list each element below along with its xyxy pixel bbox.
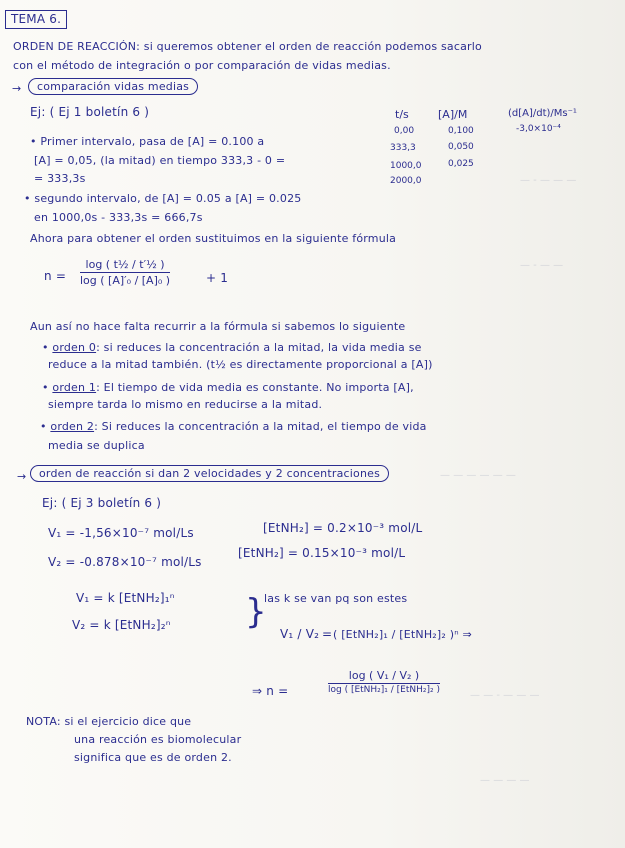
final-fraction bbox=[328, 669, 440, 695]
data-table bbox=[390, 108, 620, 188]
example-label: Ej: ( Ej 1 boletín 6 ) bbox=[30, 105, 150, 119]
rate-data-v2: V₂ = -0.878×10⁻⁷ mol/Ls bbox=[48, 555, 202, 569]
order-1-item: • orden 1: El tiempo de vida media es constante. No importa [A], bbox=[42, 381, 414, 394]
final-numerator: log ( V₁ / V₂ ) bbox=[348, 669, 420, 682]
ratio-rhs: ( [EtNH₂]₁ / [EtNH₂]₂ )ⁿ ⇒ bbox=[333, 628, 472, 641]
order-2-label: orden 2 bbox=[50, 420, 95, 433]
order-1-line: siempre tarda lo mismo en reducirse a la mitad. bbox=[48, 398, 323, 411]
table-cell: 333,3 bbox=[390, 143, 416, 153]
nota-line: significa que es de orden 2. bbox=[74, 751, 232, 764]
interval-1-line: = 333,3s bbox=[34, 172, 86, 185]
nota-line: NOTA: si el ejercicio dice que bbox=[26, 715, 192, 728]
example-label: Ej: ( Ej 3 boletín 6 ) bbox=[42, 496, 162, 510]
interval-2-line: en 1000,0s - 333,3s = 666,7s bbox=[34, 211, 203, 224]
order-0-label: orden 0 bbox=[52, 341, 97, 354]
table-cell: 0,050 bbox=[448, 142, 474, 152]
k-note: las k se van pq son estes bbox=[264, 592, 408, 605]
final-denominator: log ( [EtNH₂]₁ / [EtNH₂]₂ ) bbox=[328, 685, 440, 695]
formula-fraction bbox=[80, 258, 170, 287]
bleed-through-scribble: — — — ‑ — bbox=[520, 175, 577, 186]
nota-line: una reacción es biomolecular bbox=[74, 733, 242, 746]
conc-data-2: [EtNH₂] = 0.15×10⁻³ mol/L bbox=[238, 546, 406, 560]
bleed-through-scribble: — — — ‑ — — bbox=[470, 690, 540, 701]
arrow-icon: → bbox=[12, 82, 22, 95]
arrow-icon: → bbox=[17, 470, 27, 483]
order-0-item: • orden 0: si reduces la concentración a la mitad, la vida media se bbox=[42, 341, 422, 354]
table-header: (d[A]/dt)/Ms⁻¹ bbox=[508, 108, 577, 119]
bleed-through-scribble: — — — — — — bbox=[440, 470, 516, 481]
rate-equation-1: V₁ = k [EtNH₂]₁ⁿ bbox=[76, 591, 175, 605]
interval-2-line: • segundo intervalo, de [A] = 0.05 a [A] = 0.025 bbox=[24, 192, 302, 205]
table-cell: 1000,0 bbox=[390, 161, 422, 171]
no-need-line: Aun así no hace falta recurrir a la fórmula si sabemos lo siguiente bbox=[30, 320, 406, 333]
page-title: TEMA 6. bbox=[5, 10, 67, 29]
interval-1-line: • Primer intervalo, pasa de [A] = 0.100 a bbox=[30, 135, 265, 148]
table-cell: -3,0×10⁻⁴ bbox=[516, 124, 561, 134]
intro-line: con el método de integración o por comparación de vidas medias. bbox=[13, 59, 391, 72]
bleed-through-scribble: — — — — bbox=[480, 775, 530, 786]
bleed-through-scribble: — — ‑ — bbox=[520, 260, 564, 271]
table-header: t/s bbox=[395, 108, 409, 121]
brace-icon: } bbox=[245, 592, 267, 632]
table-cell: 0,00 bbox=[394, 126, 415, 136]
interval-1-line: [A] = 0,05, (la mitad) en tiempo 333,3 - 0 = bbox=[34, 154, 286, 167]
order-2-line: media se duplica bbox=[48, 439, 145, 452]
formula-plus-one: + 1 bbox=[206, 271, 229, 285]
table-cell: 0,100 bbox=[448, 126, 474, 136]
section-heading-comparacion: comparación vidas medias bbox=[28, 78, 198, 95]
order-1-label: orden 1 bbox=[52, 381, 97, 394]
formula-numerator: log ( t½ / t′½ ) bbox=[85, 258, 165, 271]
section-heading-velocidades: orden de reacción si dan 2 velocidades y 2 concentraciones bbox=[30, 465, 389, 482]
conc-data-1: [EtNH₂] = 0.2×10⁻³ mol/L bbox=[263, 521, 423, 535]
fraction-bar bbox=[328, 683, 440, 684]
formula-intro: Ahora para obtener el orden sustituimos en la siguiente fórmula bbox=[30, 232, 397, 245]
formula-denominator: log ( [A]′₀ / [A]₀ ) bbox=[80, 274, 171, 287]
rate-data-v1: V₁ = -1,56×10⁻⁷ mol/Ls bbox=[48, 526, 194, 540]
ratio-lhs: V₁ / V₂ bbox=[280, 627, 320, 641]
ratio-equals: = bbox=[322, 627, 333, 641]
rate-equation-2: V₂ = k [EtNH₂]₂ⁿ bbox=[72, 618, 171, 632]
order-2-item: • orden 2: Si reduces la concentración a la mitad, el tiempo de vida bbox=[40, 420, 427, 433]
table-cell: 2000,0 bbox=[390, 176, 422, 186]
final-arrow-n: ⇒ n = bbox=[252, 684, 289, 698]
table-header: [A]/M bbox=[438, 108, 468, 121]
intro-line: ORDEN DE REACCIÓN: si queremos obtener el orden de reacción podemos sacarlo bbox=[13, 40, 482, 53]
formula-lhs: n = bbox=[44, 269, 67, 283]
table-cell: 0,025 bbox=[448, 159, 474, 169]
fraction-bar bbox=[80, 272, 170, 273]
order-0-line: reduce a la mitad también. (t½ es directamente proporcional a [A]) bbox=[48, 358, 433, 371]
